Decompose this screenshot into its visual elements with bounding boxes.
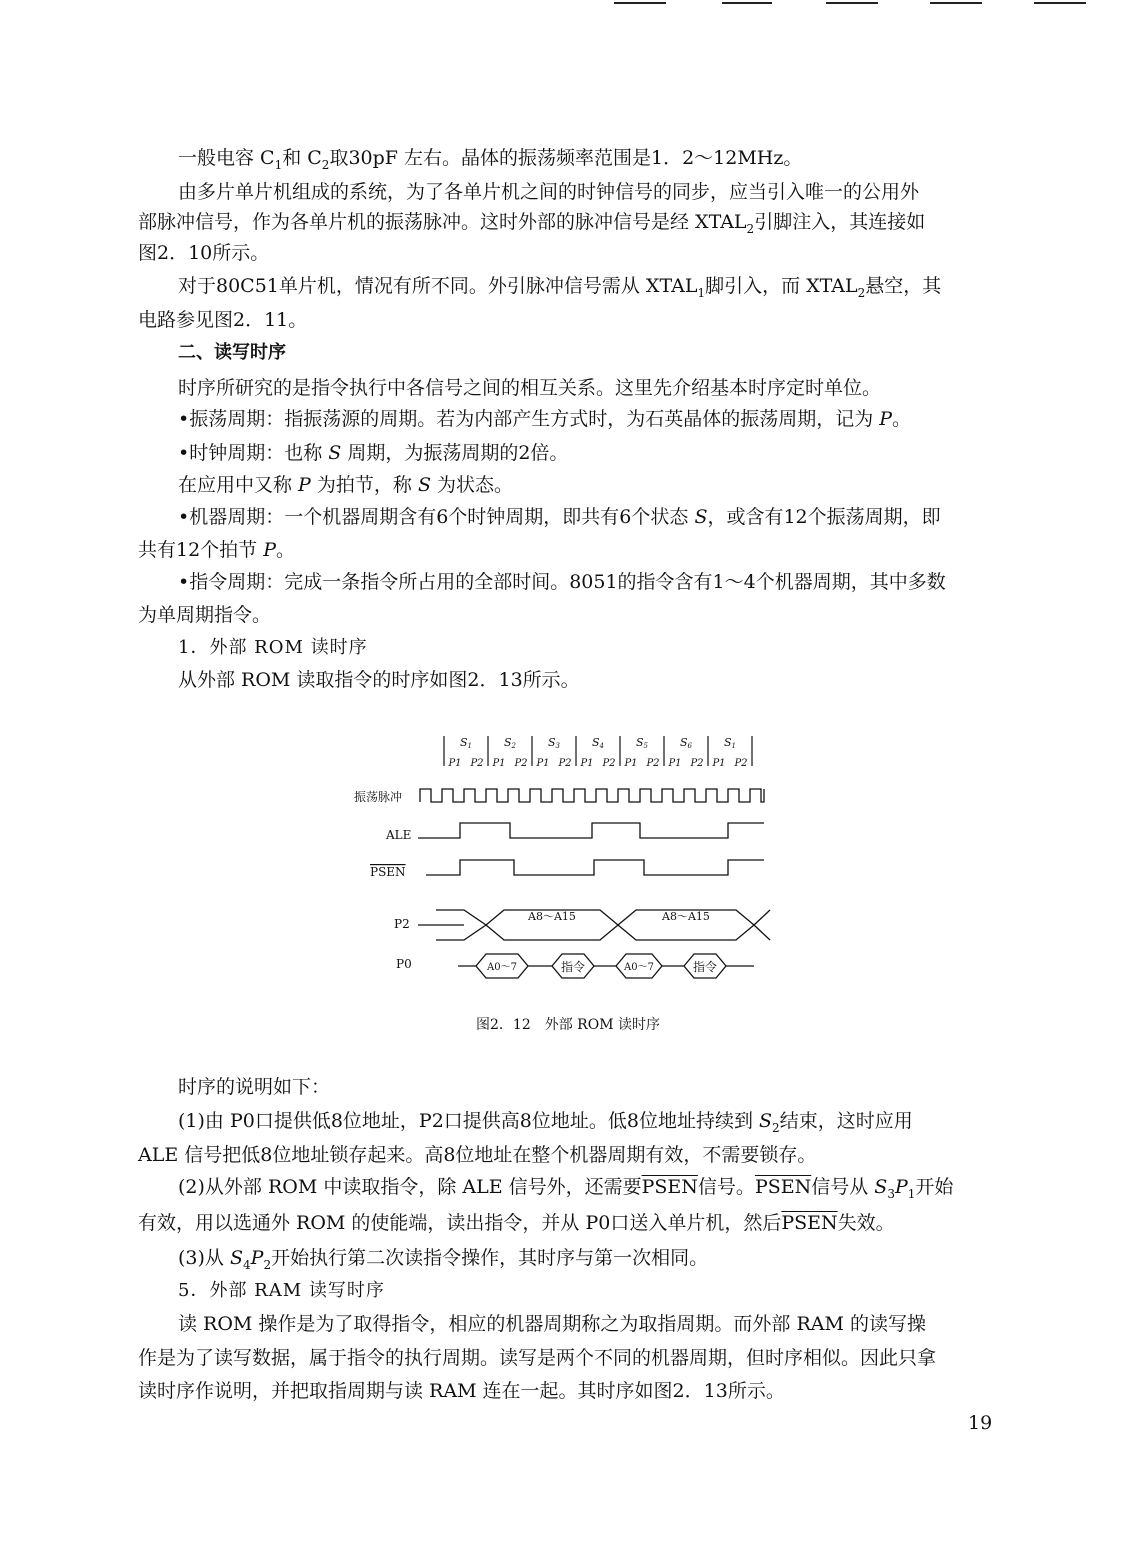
page-number: 19 (968, 1412, 993, 1434)
osc-waveform (420, 789, 764, 802)
state-label: S5 (635, 736, 649, 750)
paragraph-timing-intro: 时序所研究的是指令执行中各信号之间的相互关系。这里先介绍基本时序定时单位。 (178, 377, 882, 399)
state-label: S3 (547, 736, 561, 750)
p0-bus-label-3: A0～7 (624, 962, 654, 973)
beat-label-p2: P2 (514, 758, 528, 769)
beat-label-p1: P1 (624, 758, 638, 769)
signal-label-psen: PSEN (370, 865, 406, 879)
beat-label-p1: P1 (492, 758, 506, 769)
beat-label-p2: P2 (558, 758, 572, 769)
p2-bus-label-1: A8～A15 (528, 910, 576, 923)
signal-label-p2: P2 (394, 917, 410, 931)
beat-label-p1: P1 (448, 758, 462, 769)
figure-caption: 图2．12 外部 ROM 读时序 (476, 1017, 660, 1033)
signal-label-ale: ALE (386, 828, 412, 842)
p2-bus-label-2: A8～A15 (662, 910, 710, 923)
beat-label-p1: P1 (536, 758, 550, 769)
p0-bus-label-1: A0～7 (487, 962, 517, 973)
signal-labels (354, 789, 717, 974)
signal-traces (418, 789, 770, 978)
section-heading-rw-timing: 二、读写时序 (178, 342, 286, 363)
beat-label-p1: P1 (668, 758, 682, 769)
p0-bus-label-2: 指令 (560, 960, 586, 974)
psen-waveform (426, 860, 764, 875)
paragraph-capacitor: 一般电容 $C_1$和 $C_2$取30pF 左右。晶体的振荡频率范围是1．2～12MHz。 (178, 147, 803, 172)
state-labels (444, 736, 752, 769)
paragraph-rom-read-ref: 从外部 ROM 读取指令的时序如图2．13所示。 (178, 669, 580, 691)
explain-item-3: (3)从 $S_4P_2$开始执行第二次读指令操作，其时序与第一次相同。 (178, 1247, 709, 1272)
state-label: S1 (723, 736, 737, 750)
subheading-external-rom: 1．外部 ROM 读时序 (178, 637, 368, 658)
top-rule-marks (600, 0, 1122, 8)
ale-waveform (418, 823, 764, 838)
signal-label-osc: 振荡脉冲 (354, 790, 403, 804)
beat-label-p2: P2 (734, 758, 748, 769)
p2-next-head (754, 910, 770, 940)
bullet-clock-period: •时钟周期：也称 S 周期，为振荡周期的2倍。 (178, 442, 569, 464)
beat-label-p2: P2 (646, 758, 660, 769)
subheading-external-ram: 5．外部 RAM 读写时序 (178, 1280, 385, 1301)
paragraph-timing-explain: 时序的说明如下： (178, 1076, 331, 1098)
signal-label-p0: P0 (396, 957, 412, 971)
paragraph-beat-state: 在应用中又称 P 为拍节，称 S 为状态。 (178, 474, 514, 496)
beat-label-p2: P2 (602, 758, 616, 769)
beat-label-p2: P2 (690, 758, 704, 769)
bullet-oscillation-period: •振荡周期：指振荡源的周期。若为内部产生方式时，为石英晶体的振荡周期，记为 P。 (178, 408, 912, 430)
state-label: S4 (591, 736, 605, 750)
beat-label-p2: P2 (470, 758, 484, 769)
beat-label-p1: P1 (580, 758, 594, 769)
p0-bus-label-4: 指令 (692, 960, 718, 974)
state-label: S6 (679, 736, 693, 750)
beat-label-p1: P1 (712, 758, 726, 769)
state-label: S2 (503, 736, 517, 750)
rom-read-timing-diagram (340, 722, 780, 1042)
state-label: S1 (459, 736, 473, 750)
